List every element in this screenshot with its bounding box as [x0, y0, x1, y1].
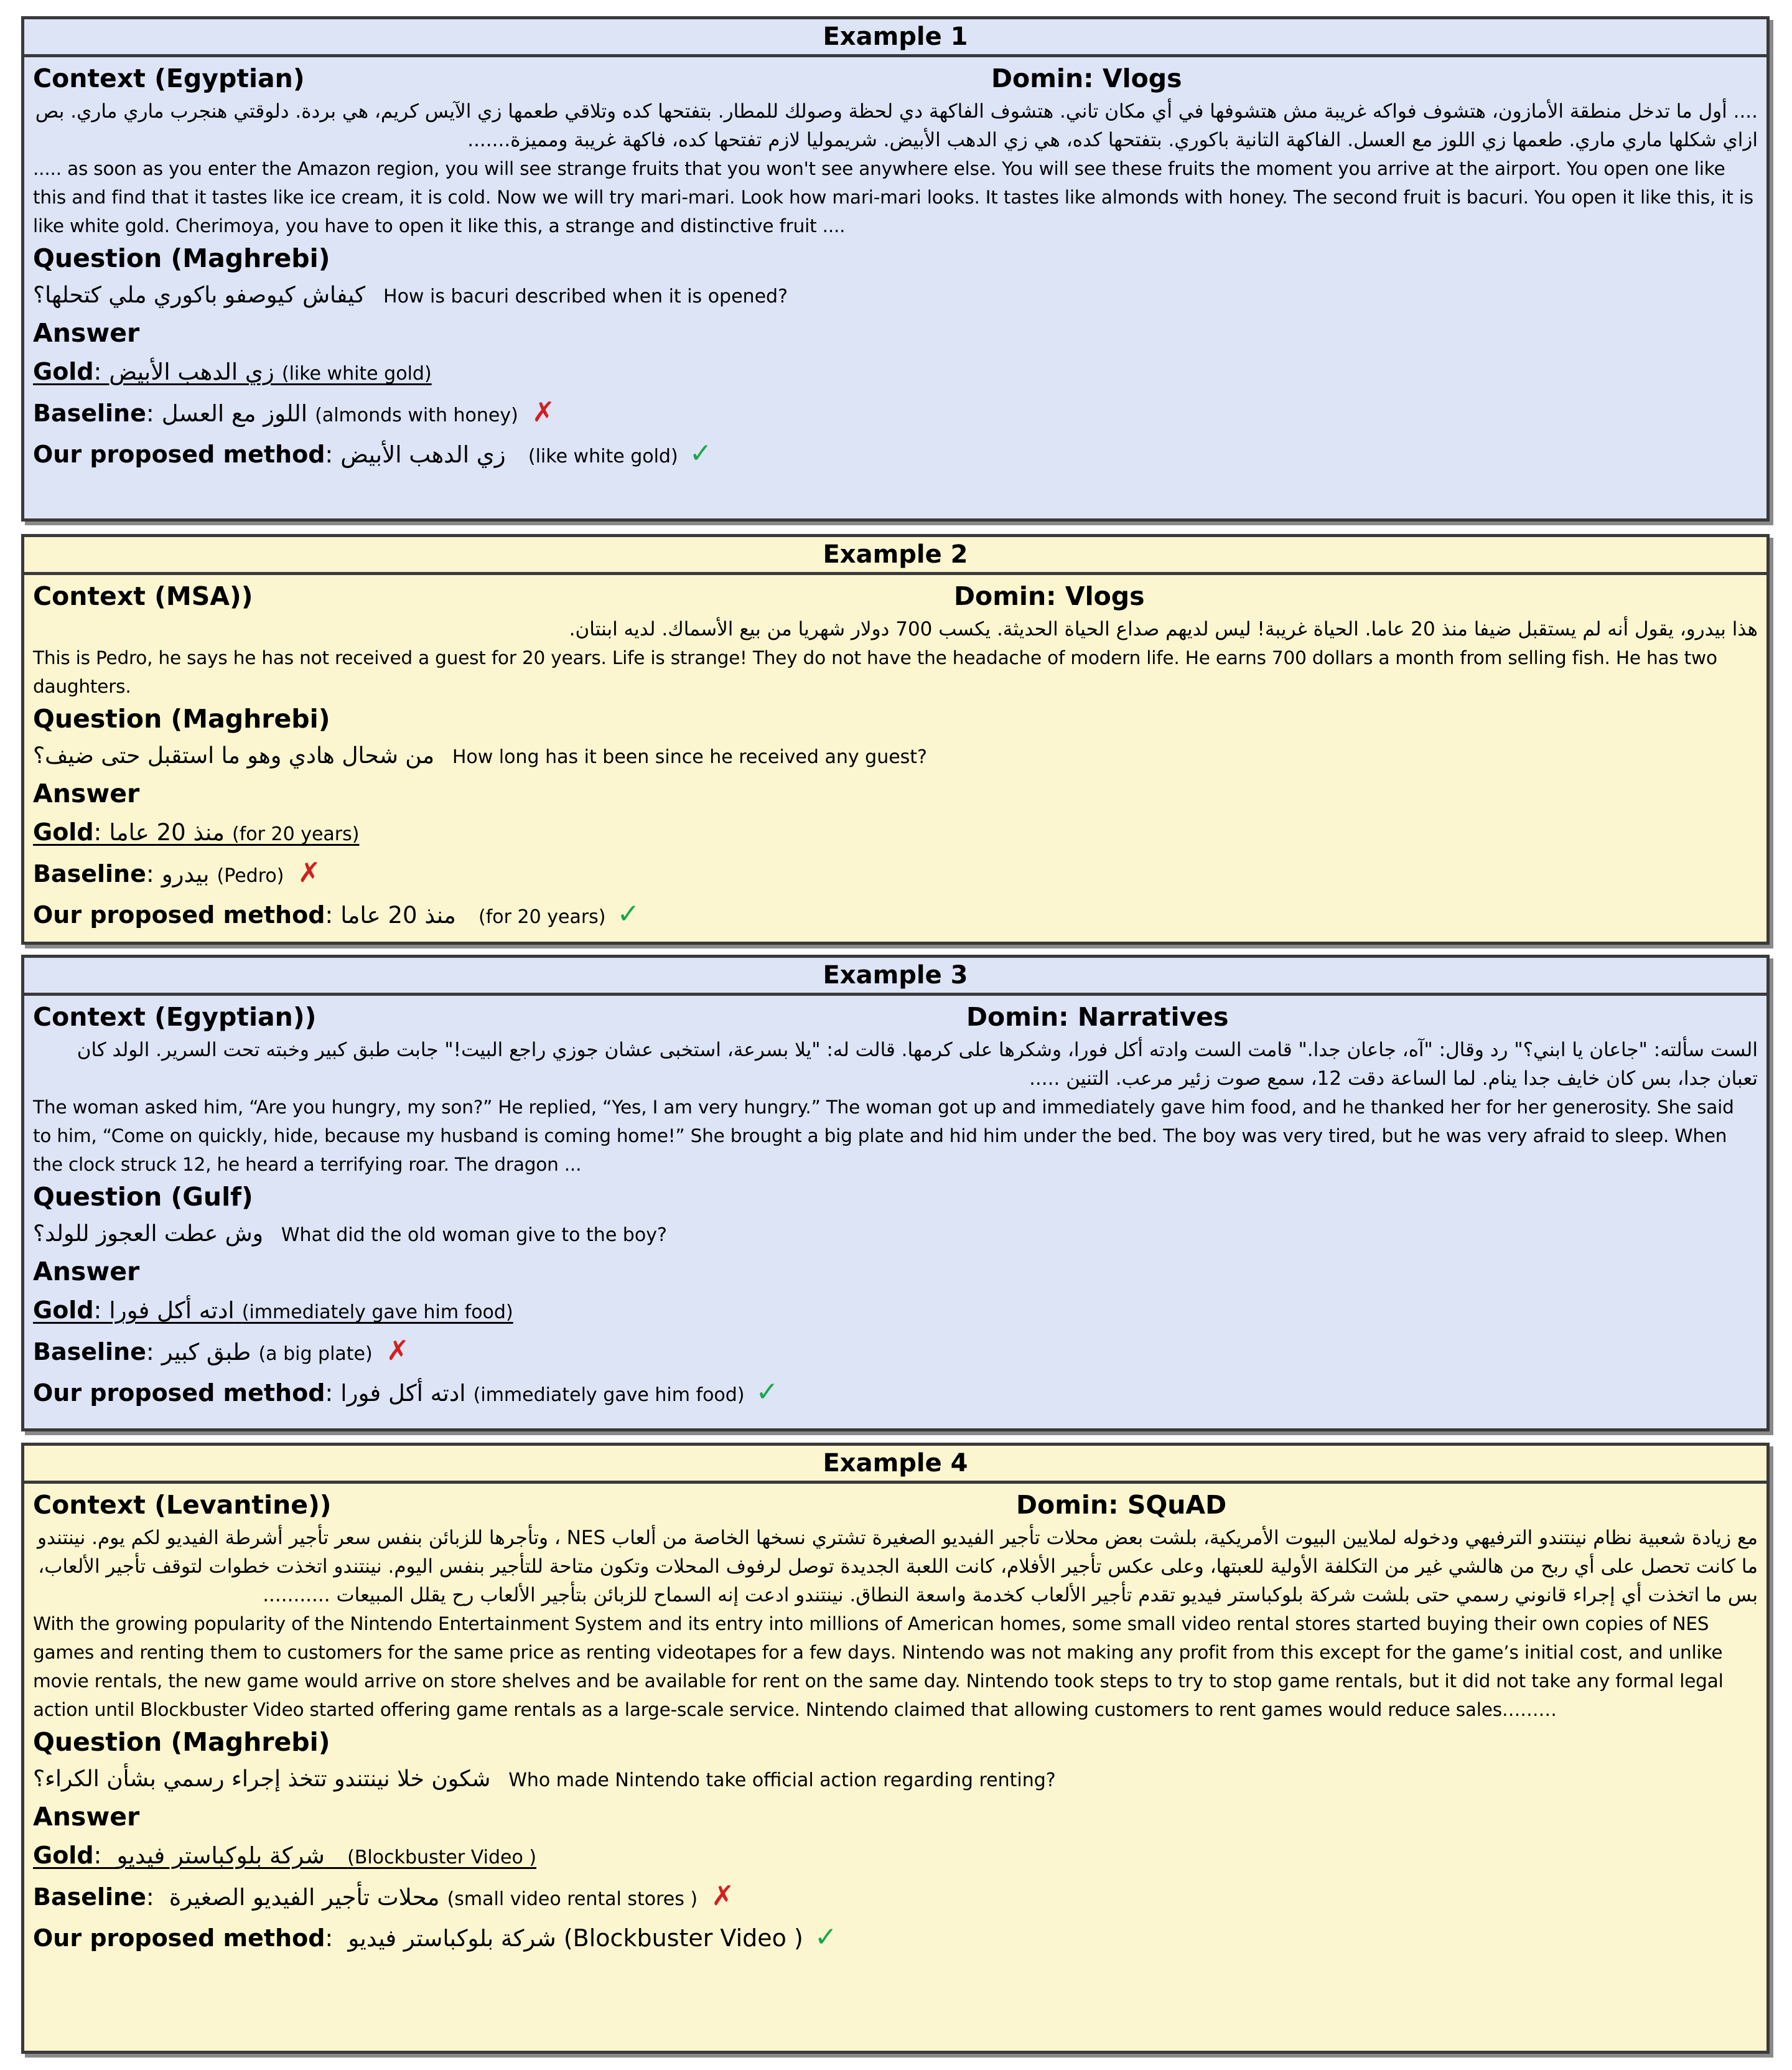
baseline-arabic: محلات تأجير الفيديو الصغيرة: [169, 1884, 440, 1911]
question-line: [33, 1760, 1758, 1799]
context-arabic: الست سألته: "جاعان يا ابني؟" رد وقال: "آه، جاعان جدا." قامت الست وادته أكل فورا، وشكرها على كرمها. قالت له: "يلا بسرعة، استخبى عشان جوزي راجع البيت!" جابت طبق كبير وخبته تحت السرير. الولد كان تعبان جدا، بس كان خايف جدا ينام. لما الساعة دقت 12، سمع صوت زئير مرعب. التنين .....: [77, 1039, 1758, 1090]
context-english: With the growing popularity of the Nintendo Entertainment System and its entry into millions of American homes, some small video rental stores started buying their own copies of NES games and renting them to customers for the same price as renting videotapes for a few days. Nintendo was not making any profit from this except for the game’s initial cost, and unlike movie rentals, the new game would arrive on store shelves and be available for rent on the same day. Nintendo took steps to try to stop game rentals, but it did not take any formal legal action until Blockbuster Video started offering game rentals as a large-scale service. Nintendo claimed that allowing customers to rent games would reduce sales………: [33, 1613, 1724, 1720]
context-label: Context (MSA)): [33, 581, 253, 611]
gold-answer: Gold: زي الدهب الأبيض (like white gold): [33, 358, 432, 385]
question-english: What did the old woman give to the boy?: [281, 1224, 667, 1246]
method-answer: Our proposed method: زي الدهب الأبيض (like white gold) ✓: [33, 438, 712, 469]
gold-label: Gold: [33, 1842, 94, 1869]
question-english: How is bacuri described when it is opened?: [383, 286, 788, 307]
baseline-answer: Baseline: طبق كبير (a big plate) ✗: [33, 1335, 409, 1367]
question-label: Question (Maghrebi): [33, 704, 330, 734]
context-english: This is Pedro, he says he has not received a guest for 20 years. Life is strange! They do not have the headache of modern life. He earns 700 dollars a month from selling fish. He has two daughters.: [33, 647, 1717, 697]
answer-label: Answer: [33, 1257, 140, 1286]
question-english: How long has it been since he received any guest?: [452, 746, 927, 768]
domain-label: Domin: Vlogs: [954, 581, 1145, 611]
example-title: Example 1: [24, 19, 1766, 57]
gold-answer: Gold: شركة بلوكباستر فيديو (Blockbuster Video ): [33, 1842, 537, 1869]
context-arabic: .... أول ما تدخل منطقة الأمازون، هتشوف فواكه غريبة مش هتشوفها في أي مكان تاني. هتشوف الفاكهة دي لحظة وصولك للمطار. بتفتحها كده وتلاقي طعمها زي الآيس كريم، هي بردة. دلوقتي هنجرب ماري ماري. بص ازاي شكلها ماري ماري. طعمها زي اللوز مع العسل. الفاكهة التانية باكوري. بتفتحها كده، هي زي الدهب الأبيض. شريموليا لازم تفتحها كده، فاكهة غريبة ومميزة.......: [35, 100, 1758, 151]
question-label: Question (Gulf): [33, 1182, 253, 1212]
question-arabic: شكون خلا نينتندو تتخذ إجراء رسمي بشأن الكراء؟: [33, 1766, 491, 1792]
domain-label: Domin: SQuAD: [1016, 1490, 1227, 1520]
cross-icon: ✗: [386, 1335, 409, 1367]
gold-arabic: منذ 20 عاما: [109, 819, 225, 846]
example-title: Example 4: [24, 1446, 1766, 1484]
context-arabic: مع زيادة شعبية نظام نينتندو الترفيهي ودخوله لملايين البيوت الأمريكية، بلشت بعض محلات تأجير الفيديو الصغيرة تشتري نسخها الخاصة من ألعاب NES ، وتأجرها للزبائن بنفس سعر تأجير أشرطة الفيديو لكم يوم. نينتندو ما كانت تحصل على أي ربح من هالشي غير من التكلفة الأولية للعبتها، وعلى عكس تأجير الأفلام، كانت اللعبة الجديدة توصل لرفوف المحلات وتكون متاحة للتأجير بنفس اليوم. نينتندو اتخذت خطوات لتوقف تأجير الألعاب، بس ما اتخذت أي إجراء قانوني رسمي حتى بلشت شركة بلوكباستر فيديو تقدم تأجير الألعاب كخدمة واسعة النطاق. نينتندو ادعت إنه السماح للزبائن بتأجير الألعاب رح يقلل المبيعات ...........: [37, 1527, 1758, 1606]
gold-arabic: ادته أكل فورا: [109, 1297, 235, 1324]
question-english: Who made Nintendo take official action regarding renting?: [508, 1769, 1056, 1791]
question-label: Question (Maghrebi): [33, 1727, 330, 1757]
method-label: Our proposed method: [33, 441, 325, 468]
baseline-label: Baseline: [33, 1338, 146, 1365]
gold-english: (Blockbuster Video ): [347, 1847, 537, 1868]
gold-label: Gold: [33, 1296, 94, 1324]
question-line: [33, 737, 1758, 775]
method-label: Our proposed method: [33, 1379, 325, 1407]
cross-icon: ✗: [297, 857, 321, 889]
check-icon: ✓: [689, 438, 712, 469]
baseline-label: Baseline: [33, 400, 146, 427]
gold-label: Gold: [33, 818, 94, 846]
baseline-arabic: اللوز مع العسل: [161, 400, 308, 427]
question-label: Question (Maghrebi): [33, 243, 330, 273]
check-icon: ✓: [755, 1376, 779, 1408]
method-arabic: شركة بلوكباستر فيديو: [348, 1925, 556, 1952]
gold-english: (like white gold): [281, 363, 432, 385]
method-label: Our proposed method: [33, 1924, 325, 1952]
context-arabic: هذا بيدرو، يقول أنه لم يستقبل ضيفا منذ 20 عاما. الحياة غريبة! ليس لديهم صداع الحياة الحديثة. يكسب 700 دولار شهريا من بيع الأسماك. لديه ابنتان.: [569, 618, 1758, 640]
baseline-english: (almonds with honey): [315, 405, 518, 426]
cross-icon: ✗: [711, 1880, 735, 1912]
method-answer: Our proposed method: شركة بلوكباستر فيديو (Blockbuster Video ) ✓: [33, 1921, 838, 1953]
baseline-answer: Baseline: اللوز مع العسل (almonds with honey) ✗: [33, 396, 555, 428]
method-english: (Blockbuster Video ): [563, 1924, 803, 1952]
baseline-english: (a big plate): [258, 1343, 373, 1365]
method-arabic: منذ 20 عاما: [340, 902, 456, 929]
example-panel-3: [21, 955, 1770, 1431]
context-label: Context (Levantine)): [33, 1490, 332, 1520]
gold-label: Gold: [33, 358, 94, 385]
method-english: (for 20 years): [478, 906, 606, 928]
baseline-label: Baseline: [33, 1883, 146, 1911]
example-panel-1: [21, 16, 1770, 522]
baseline-english: (Pedro): [217, 865, 284, 887]
baseline-arabic: طبق كبير: [161, 1339, 251, 1365]
gold-answer: Gold: ادته أكل فورا (immediately gave him food): [33, 1296, 513, 1324]
question-line: [33, 1215, 1758, 1253]
answer-label: Answer: [33, 1802, 140, 1832]
method-english: (immediately gave him food): [473, 1384, 745, 1406]
answer-label: Answer: [33, 779, 140, 808]
context-label: Context (Egyptian)): [33, 1002, 317, 1032]
question-arabic: كيفاش كيوصفو باكوري ملي كتحلها؟: [33, 283, 366, 308]
question-line: [33, 276, 1758, 315]
method-answer: Our proposed method: ادته أكل فورا (immediately gave him food) ✓: [33, 1376, 779, 1408]
example-title: Example 3: [24, 958, 1766, 996]
context-english: The woman asked him, “Are you hungry, my son?” He replied, “Yes, I am very hungry.” The woman got up and immediately gave him food, and he thanked her for her generosity. She said to him, “Come on quickly, hide, because my husband is coming home!” She brought a big plate and hid him under the bed. The boy was very tired, but he was very afraid to sleep. When the clock struck 12, he heard a terrifying roar. The dragon ...: [33, 1097, 1734, 1175]
domain-label: Domin: Vlogs: [991, 63, 1182, 93]
method-label: Our proposed method: [33, 901, 325, 929]
gold-english: (for 20 years): [232, 823, 360, 845]
method-english: (like white gold): [528, 446, 678, 467]
gold-arabic: شركة بلوكباستر فيديو: [116, 1842, 325, 1869]
domain-label: Domin: Narratives: [966, 1002, 1229, 1032]
cross-icon: ✗: [531, 396, 555, 428]
method-answer: Our proposed method: منذ 20 عاما (for 20 years) ✓: [33, 898, 640, 930]
baseline-answer: Baseline: محلات تأجير الفيديو الصغيرة (small video rental stores ) ✗: [33, 1880, 735, 1912]
question-arabic: وش عطت العجوز للولد؟: [33, 1221, 264, 1247]
gold-arabic: زي الدهب الأبيض: [109, 358, 274, 385]
example-title: Example 2: [24, 537, 1766, 575]
baseline-answer: Baseline: بيدرو (Pedro) ✗: [33, 857, 321, 889]
check-icon: ✓: [814, 1921, 838, 1953]
check-icon: ✓: [617, 898, 640, 930]
context-english: ..... as soon as you enter the Amazon region, you will see strange fruits that you won't see anywhere else. You will see these fruits the moment you arrive at the airport. You open one like this and find that it tastes like ice cream, it is cold. Now we will try mari-mari. Look how mari-mari looks. It tastes like almonds with honey. The second fruit is bacuri. You open it like this, it is like white gold. Cherimoya, you have to open it like this, a strange and distinctive fruit ....: [33, 158, 1753, 237]
method-arabic: زي الدهب الأبيض: [340, 441, 506, 468]
baseline-english: (small video rental stores ): [447, 1888, 698, 1910]
answer-label: Answer: [33, 318, 140, 348]
context-label: Context (Egyptian): [33, 63, 305, 93]
baseline-arabic: بيدرو: [161, 861, 210, 887]
baseline-label: Baseline: [33, 860, 146, 887]
gold-answer: Gold: منذ 20 عاما (for 20 years): [33, 818, 360, 846]
method-arabic: ادته أكل فورا: [340, 1380, 466, 1407]
example-panel-4: [21, 1443, 1770, 2054]
example-panel-2: [21, 534, 1770, 945]
gold-english: (immediately gave him food): [241, 1301, 513, 1323]
question-arabic: من شحال هادي وهو ما استقبل حتى ضيف؟: [33, 743, 434, 769]
